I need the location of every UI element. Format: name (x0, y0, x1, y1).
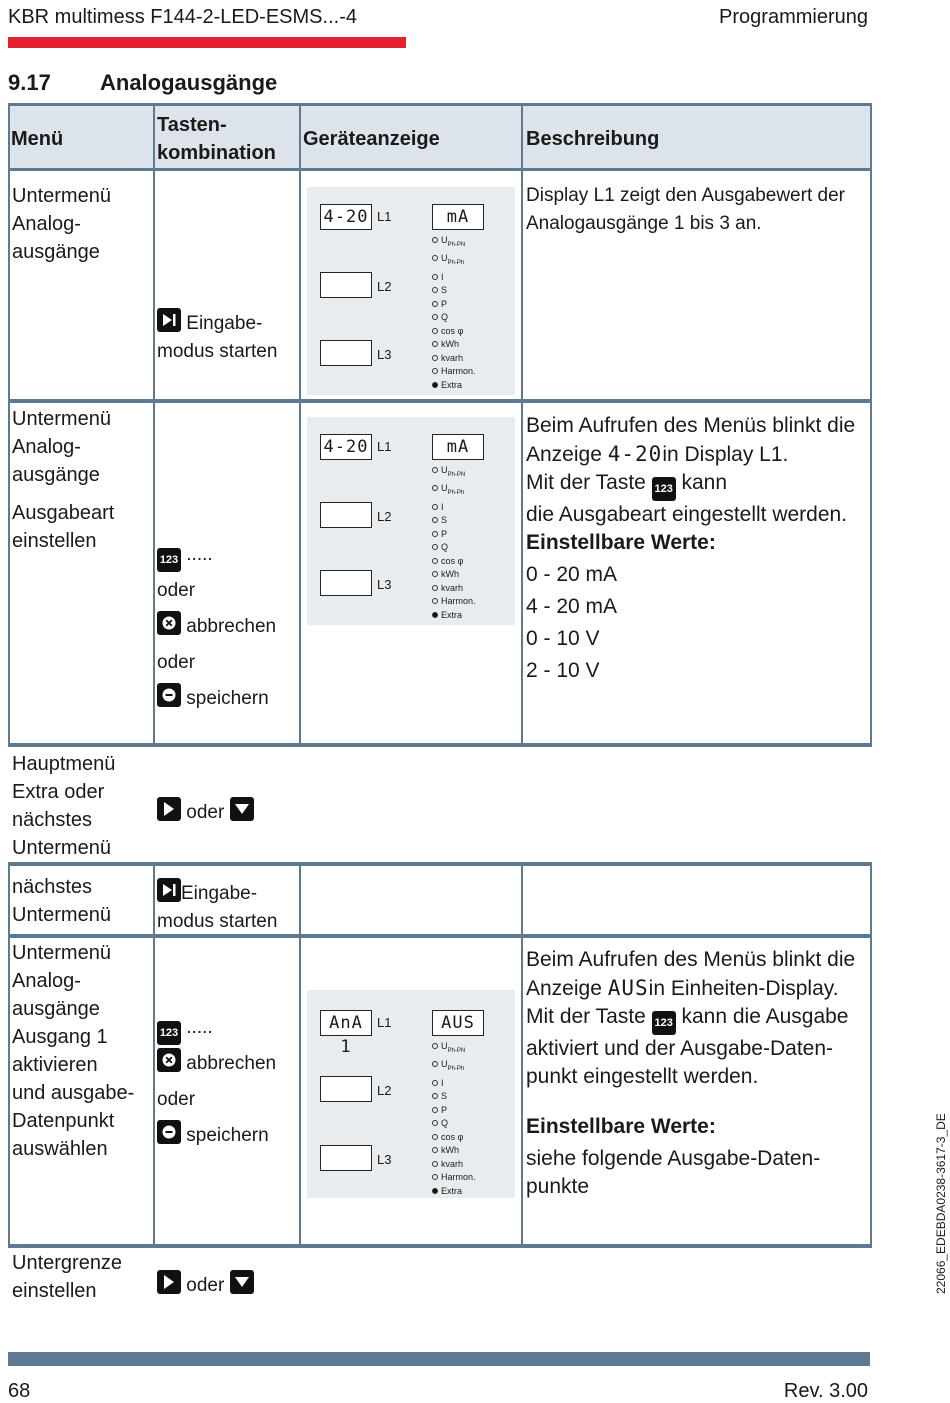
table-border-left (8, 938, 10, 1246)
table-divider (521, 866, 523, 936)
row6-menu (12, 1249, 122, 1305)
table-border-left (8, 866, 10, 936)
row3-keys (157, 797, 254, 827)
device-display (307, 187, 515, 395)
key-text: ..... (186, 1017, 213, 1038)
play-pause-key-icon (157, 308, 181, 332)
table-divider (153, 866, 155, 936)
menu-line: Untermenü (12, 837, 111, 859)
revision: Rev. 3.00 (783, 1380, 868, 1402)
numeric-key-icon: 123 (157, 548, 181, 572)
desc-line: Anzeige 4-20in Display L1. (526, 442, 789, 466)
lcd-l1: 4-20 (320, 434, 372, 460)
key-text: abbrechen (186, 1053, 277, 1074)
section-title: Analogausgänge (100, 70, 278, 95)
header-tasten-line2: kombination (157, 142, 276, 164)
table-divider (299, 103, 301, 746)
menu-line: Ausgang 1 (12, 1026, 108, 1048)
table-divider (299, 866, 301, 936)
menu-line: Analog- (12, 970, 81, 992)
value-item: 2 - 10 V (526, 659, 600, 682)
table-border-left (8, 103, 10, 746)
play-pause-key-icon (157, 878, 181, 902)
label-l2: L2 (377, 279, 392, 294)
desc-line: punkte (526, 1175, 590, 1198)
table-divider (153, 103, 155, 746)
menu-line: Analog- (12, 436, 81, 458)
label-l2: L2 (377, 509, 392, 524)
value-item: 0 - 10 V (526, 627, 600, 650)
key-text: abbrechen (186, 616, 277, 637)
key-text: modus starten (157, 911, 278, 932)
numeric-key-icon: 123 (652, 477, 676, 501)
menu-line: einstellen (12, 1280, 97, 1302)
row1-description (526, 182, 845, 238)
key-text: modus starten (157, 341, 278, 362)
header-description: Beschreibung (526, 128, 660, 150)
row-divider (8, 1244, 872, 1248)
row2-keys (157, 537, 276, 717)
table-header (8, 103, 871, 171)
header-menu: Menü (11, 128, 64, 150)
table-divider (153, 938, 155, 1246)
led-legend: $U_{Ph-PN}$ $U_{Ph-Ph}$ I S P Q cos φ kWh kvarh Harmon. Extra (432, 234, 476, 392)
menu-line: Untermenü (12, 408, 111, 430)
menu-line: Untergrenze (12, 1252, 123, 1274)
desc-line: Display L1 zeigt den Ausgabewert der (526, 185, 845, 206)
row2-description (526, 412, 855, 685)
page-number: 68 (8, 1380, 31, 1402)
menu-line: nächstes (12, 876, 93, 898)
desc-line: Mit der Taste 123 kann (526, 469, 855, 501)
menu-line: auswählen (12, 1138, 108, 1160)
footer-bar (8, 1352, 870, 1366)
lcd-l2 (320, 1076, 372, 1102)
table-border-right (870, 938, 872, 1246)
table-divider (521, 938, 523, 1246)
row-divider (8, 934, 872, 938)
row3-menu (12, 750, 115, 862)
save-key-icon (157, 683, 181, 707)
desc-line: die Ausgabeart eingestellt werden. (526, 503, 848, 526)
table-divider (521, 103, 523, 746)
device-display (307, 990, 515, 1198)
lcd-l1: AnA 1 (320, 1010, 372, 1036)
menu-line: nächstes (12, 809, 93, 831)
desc-line: Beim Aufrufen des Menüs blinkt die (526, 948, 856, 971)
key-text: oder (157, 652, 196, 673)
key-text: Eingabe- (181, 883, 258, 904)
menu-line: Hauptmenü (12, 753, 116, 775)
label-l1: L1 (377, 209, 392, 224)
menu-line: ausgänge (12, 241, 100, 263)
label-l1: L1 (377, 1015, 392, 1030)
menu-line: Extra oder (12, 781, 105, 803)
lcd-l2 (320, 502, 372, 528)
lcd-l3 (320, 340, 372, 366)
key-text: oder (186, 802, 225, 823)
row2-menu (12, 405, 114, 555)
menu-line: und ausgabe- (12, 1082, 135, 1104)
key-text: oder (157, 580, 196, 601)
cancel-key-icon (157, 611, 181, 635)
document-header-title: KBR multimess F144-2-LED-ESMS...-4 (8, 6, 357, 28)
table-divider (299, 938, 301, 1246)
table-border-right (870, 866, 872, 936)
menu-line: Ausgabeart (12, 502, 115, 524)
header-display: Geräteanzeige (303, 128, 440, 150)
menu-line: aktivieren (12, 1054, 98, 1076)
row-divider (8, 399, 872, 403)
table-border-right (870, 103, 872, 746)
row-divider (8, 743, 872, 747)
menu-line: Datenpunkt (12, 1110, 115, 1132)
device-display (307, 417, 515, 625)
down-arrow-key-icon (230, 797, 254, 821)
lcd-unit: AUS (432, 1010, 484, 1036)
menu-line: ausgänge (12, 464, 100, 486)
lcd-unit: mA (432, 434, 484, 460)
numeric-key-icon: 123 (157, 1021, 181, 1045)
menu-line: Untermenü (12, 904, 111, 926)
value-item: 0 - 20 mA (526, 563, 618, 586)
values-title: Einstellbare Werte: (526, 1115, 716, 1138)
row5-keys (157, 1010, 276, 1154)
menu-line: einstellen (12, 530, 97, 552)
menu-line: Analog- (12, 213, 81, 235)
header-accent-bar (8, 37, 406, 48)
label-l3: L3 (377, 1152, 392, 1167)
lcd-l2 (320, 272, 372, 298)
row4-menu (12, 873, 111, 929)
cancel-key-icon (157, 1048, 181, 1072)
key-text: ..... (186, 544, 213, 565)
down-arrow-key-icon (230, 1270, 254, 1294)
led-legend: $U_{Ph-PN}$ $U_{Ph-Ph}$ I S P Q cos φ kWh kvarh Harmon. Extra (432, 1040, 476, 1198)
header-tasten (157, 111, 276, 167)
menu-line: ausgänge (12, 998, 100, 1020)
led-legend: $U_{Ph-PN}$ $U_{Ph-Ph}$ I S P Q cos φ kWh kvarh Harmon. Extra (432, 464, 476, 622)
numeric-key-icon: 123 (652, 1011, 676, 1035)
document-id: 22066_EDEBDA0238-3617-3_DE (934, 1113, 948, 1294)
values-title: Einstellbare Werte: (526, 531, 716, 554)
desc-line: Beim Aufrufen des Menüs blinkt die (526, 414, 856, 437)
label-l3: L3 (377, 347, 392, 362)
key-text: speichern (186, 1125, 269, 1146)
desc-line: aktiviert und der Ausgabe-Daten- (526, 1037, 834, 1060)
row1-keys (157, 308, 277, 366)
document-header-section: Programmierung (719, 6, 868, 28)
header-tasten-line1: Tasten- (157, 114, 227, 136)
key-text: oder (157, 1089, 196, 1110)
lcd-l3 (320, 1145, 372, 1171)
lcd-unit: mA (432, 204, 484, 230)
desc-line: siehe folgende Ausgabe-Daten- (526, 1147, 821, 1170)
label-l1: L1 (377, 439, 392, 454)
lcd-l1: 4-20 (320, 204, 372, 230)
desc-line: Anzeige AUSin Einheiten-Display. (526, 976, 839, 1000)
lcd-l3 (320, 570, 372, 596)
row-divider (8, 862, 872, 866)
key-text: oder (186, 1275, 225, 1296)
desc-line: punkt eingestellt werden. (526, 1065, 759, 1088)
desc-line: Analogausgänge 1 bis 3 an. (526, 213, 762, 234)
key-text: Eingabe- (186, 313, 263, 334)
row5-description (526, 946, 855, 1201)
key-text: speichern (186, 688, 269, 709)
row5-menu (12, 939, 134, 1163)
menu-line: Untermenü (12, 942, 111, 964)
section-number: 9.17 (8, 70, 51, 95)
row1-menu (12, 182, 111, 266)
right-arrow-key-icon (157, 1270, 181, 1294)
value-item: 4 - 20 mA (526, 595, 618, 618)
row6-keys (157, 1270, 254, 1300)
desc-line: Mit der Taste 123 kann die Ausgabe (526, 1003, 855, 1035)
label-l2: L2 (377, 1083, 392, 1098)
save-key-icon (157, 1120, 181, 1144)
row4-keys (157, 878, 277, 936)
right-arrow-key-icon (157, 797, 181, 821)
label-l3: L3 (377, 577, 392, 592)
menu-line: Untermenü (12, 185, 111, 207)
